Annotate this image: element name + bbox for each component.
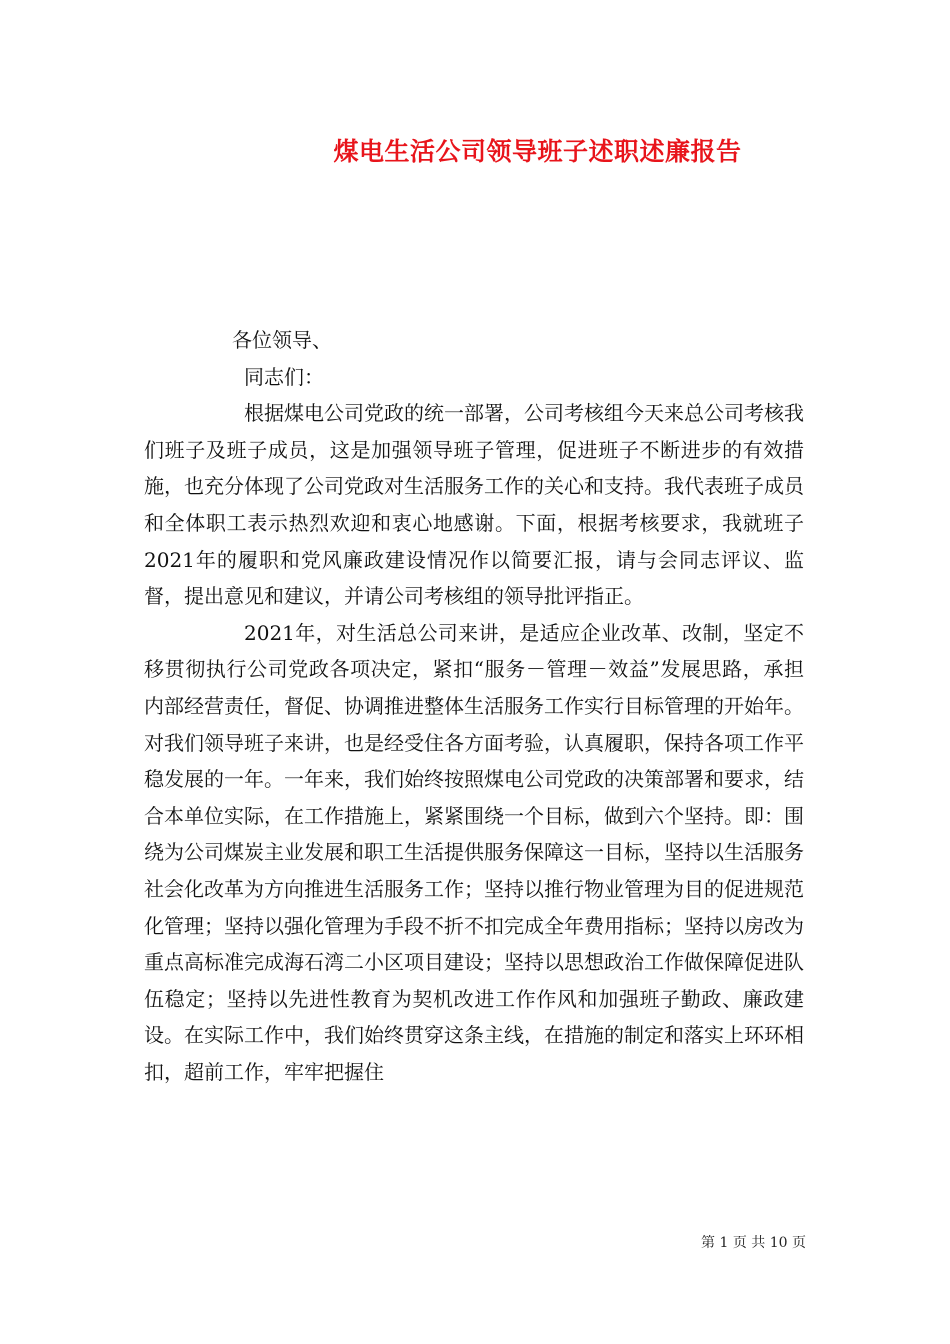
page-number-footer: 第 1 页 共 10 页 [701, 1235, 806, 1251]
document-body [144, 322, 804, 1090]
paragraph-1: 根据煤电公司党政的统一部署，公司考核组今天来总公司考核我们班子及班子成员，这是加强领导班子管理，促进班子不断进步的有效措施，也充分体现了公司党政对生活服务工作的关心和支持。我代表班子成员和全体职工表示热烈欢迎和衷心地感谢。下面，根据考核要求，我就班子2021年的履职和党风廉政建设情况作以简要汇报，请与会同志评议、监督，提出意见和建议，并请公司考核组的领导批评指正。 [144, 401, 804, 609]
paragraph-2: 2021年，对生活总公司来讲，是适应企业改革、改制，坚定不移贯彻执行公司党政各项决定，紧扣“服务－管理－效益”发展思路，承担内部经营责任，督促、协调推进整体生活服务工作实行目标管理的开始年。对我们领导班子来讲，也是经受住各方面考验，认真履职，保持各项工作平稳发展的一年。一年来，我们始终按照煤电公司党政的决策部署和要求，结合本单位实际，在工作措施上，紧紧围绕一个目标，做到六个坚持。即：围绕为公司煤炭主业发展和职工生活提供服务保障这一目标，坚持以生活服务社会化改革为方向推进生活服务工作；坚持以推行物业管理为目的促进规范化管理；坚持以强化管理为手段不折不扣完成全年费用指标；坚持以房改为重点高标准完成海石湾二小区项目建设；坚持以思想政治工作做保障促进队伍稳定；坚持以先进性教育为契机改进工作作风和加强班子勤政、廉政建设。在实际工作中，我们始终贯穿这条主线，在措施的制定和落实上环环相扣，超前工作，牢牢把握住 [144, 620, 804, 1084]
salutation-line-1: 各位领导、 [232, 328, 332, 352]
salutation-line-2: 同志们： [244, 364, 324, 389]
document-title: 煤电生活公司领导班子述职述廉报告 [333, 137, 742, 166]
